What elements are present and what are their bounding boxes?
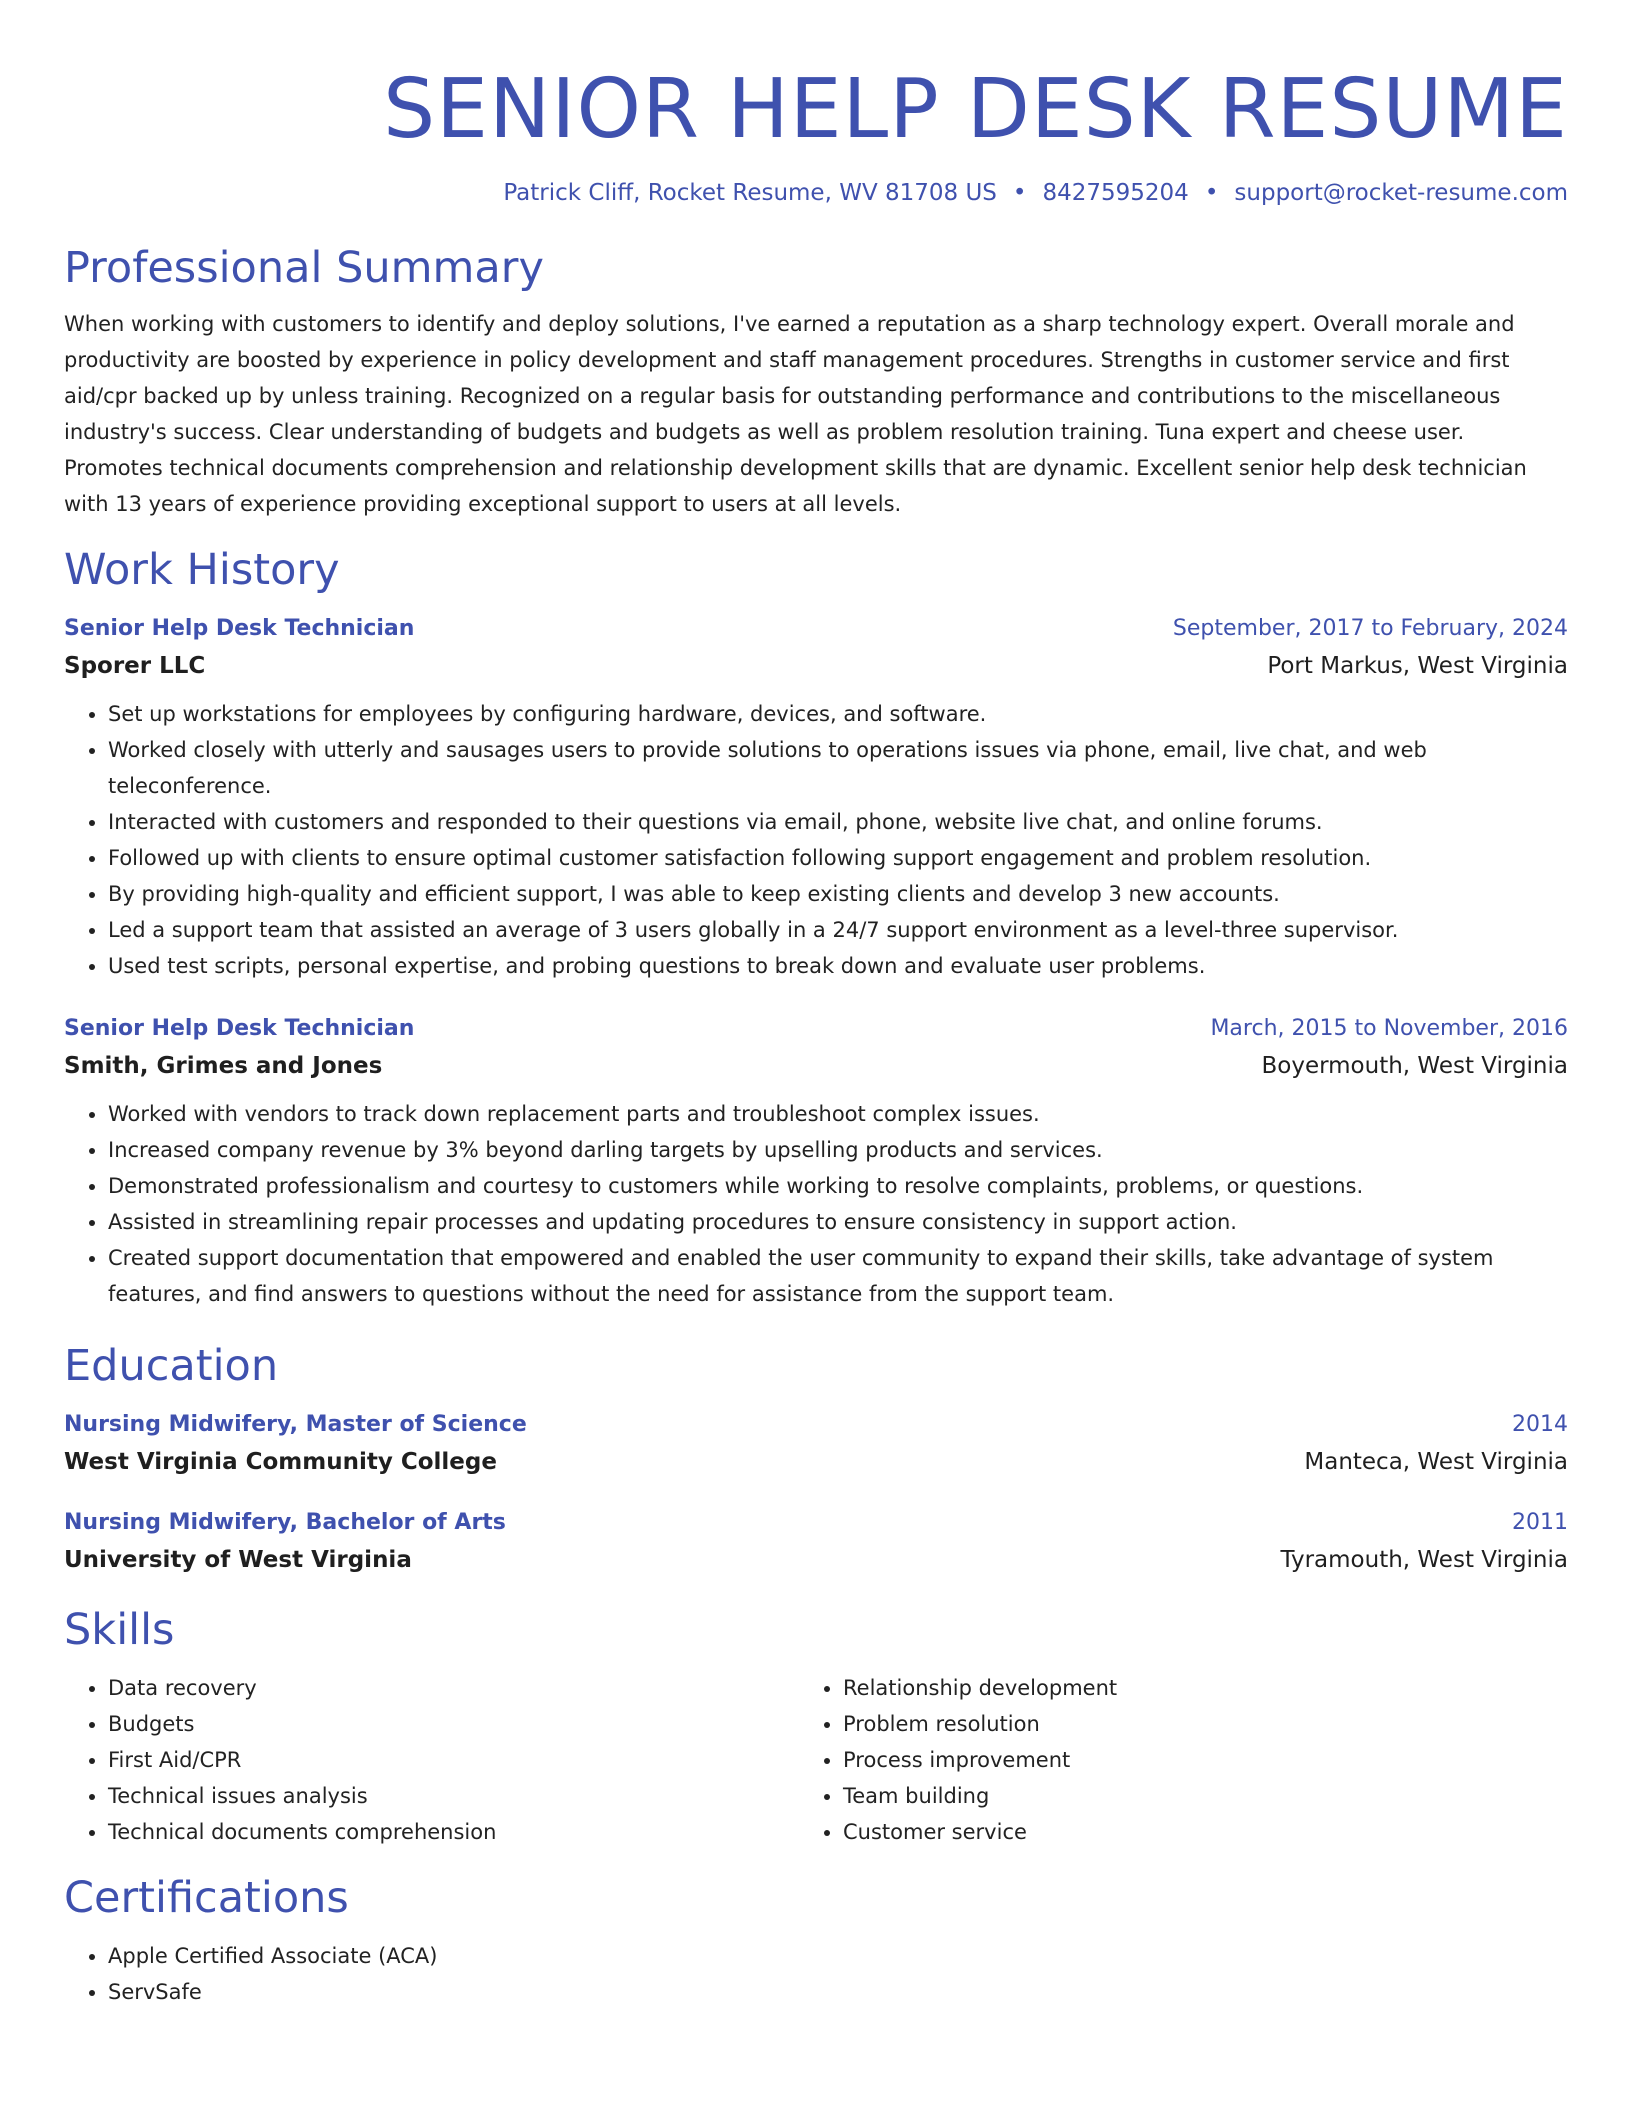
- work-history-heading: Work History: [64, 545, 340, 595]
- job-entry: [64, 1014, 1568, 1312]
- list-item: • Increased company revenue by 3% beyond darling targets by upselling products and services.: [108, 1132, 1568, 1168]
- list-item: • Customer service: [843, 1814, 1534, 1850]
- skills-heading: Skills: [64, 1605, 175, 1655]
- list-item: • Set up workstations for employees by configuring hardware, devices, and software.: [108, 696, 1568, 732]
- school-name: University of West Virginia: [64, 1547, 412, 1573]
- summary-heading: Professional Summary: [64, 243, 544, 293]
- list-item: • Worked with vendors to track down replacement parts and troubleshoot complex issues.: [108, 1096, 1568, 1132]
- list-item: • Interacted with customers and responded to their questions via email, phone, website live chat, and online forums.: [108, 804, 1568, 840]
- job-bullets: [64, 696, 1568, 984]
- list-item: • Demonstrated professionalism and courtesy to customers while working to resolve complaints, problems, or questions.: [108, 1168, 1568, 1204]
- school-location: Manteca, West Virginia: [1304, 1449, 1568, 1475]
- contact-line: [64, 178, 1568, 208]
- list-item: • Process improvement: [843, 1742, 1534, 1778]
- list-item: • First Aid/CPR: [108, 1742, 799, 1778]
- certifications-heading: Certifications: [64, 1873, 349, 1923]
- contact-email: support@rocket-resume.com: [1234, 180, 1568, 206]
- list-item: • Used test scripts, personal expertise, and probing questions to break down and evaluate user problems.: [108, 948, 1568, 984]
- contact-address: Patrick Cliff, Rocket Resume, WV 81708 US: [503, 180, 997, 206]
- list-item: • Technical documents comprehension: [108, 1814, 799, 1850]
- skills-list-left: [64, 1670, 799, 1850]
- list-item: • Team building: [843, 1778, 1534, 1814]
- list-item: • Created support documentation that empowered and enabled the user community to expand their skills, take advantage of system features, and find answers to questions without the need for assistance from the support team.: [108, 1240, 1568, 1312]
- degree-year: 2011: [1512, 1510, 1568, 1535]
- list-item: • Relationship development: [843, 1670, 1534, 1706]
- resume-name: SENIOR HELP DESK RESUME: [383, 62, 1568, 157]
- list-item: • Problem resolution: [843, 1706, 1534, 1742]
- list-item: • Led a support team that assisted an average of 3 users globally in a 24/7 support environment as a level-three supervisor.: [108, 912, 1568, 948]
- school-location: Tyramouth, West Virginia: [1280, 1547, 1568, 1573]
- job-company: Sporer LLC: [64, 653, 206, 679]
- list-item: • Followed up with clients to ensure optimal customer satisfaction following support engagement and problem resolution.: [108, 840, 1568, 876]
- job-title: Senior Help Desk Technician: [64, 616, 415, 641]
- contact-separator: •: [1012, 180, 1027, 206]
- list-item: • Technical issues analysis: [108, 1778, 799, 1814]
- job-dates: March, 2015 to November, 2016: [1210, 1016, 1568, 1041]
- education-heading: Education: [64, 1341, 279, 1391]
- list-item: • ServSafe: [108, 1974, 1568, 2010]
- resume-header: [64, 60, 1568, 208]
- job-entry: [64, 614, 1568, 984]
- job-title: Senior Help Desk Technician: [64, 1016, 415, 1041]
- list-item: • Data recovery: [108, 1670, 799, 1706]
- degree-title: Nursing Midwifery, Bachelor of Arts: [64, 1510, 506, 1535]
- contact-phone: 8427595204: [1042, 180, 1189, 206]
- job-dates: September, 2017 to February, 2024: [1172, 616, 1568, 641]
- list-item: • Apple Certified Associate (ACA): [108, 1938, 1568, 1974]
- job-bullets: [64, 1096, 1568, 1312]
- summary-text: When working with customers to identify and deploy solutions, I've earned a reputation as a sharp technology expert. Overall morale and productivity are boosted by experience in policy development and staff management procedures. Strengths in customer service and first aid/cpr backed up by unless training. Recognized on a regular basis for outstanding performance and contributions to the miscellaneous industry's success. Clear understanding of budgets and budgets as well as problem resolution training. Tuna expert and cheese user. Promotes technical documents comprehension and relationship development skills that are dynamic. Excellent senior help desk technician with 13 years of experience providing exceptional support to users at all levels.: [64, 312, 1527, 516]
- job-company: Smith, Grimes and Jones: [64, 1053, 383, 1079]
- certifications-list: [64, 1938, 1568, 2010]
- job-location: Port Markus, West Virginia: [1267, 653, 1568, 679]
- contact-separator: •: [1204, 180, 1219, 206]
- education-entry: [64, 1410, 1568, 1478]
- list-item: • Budgets: [108, 1706, 799, 1742]
- skills-columns: [64, 1670, 1568, 1850]
- list-item: • Assisted in streamlining repair processes and updating procedures to ensure consistency in support action.: [108, 1204, 1568, 1240]
- job-location: Boyermouth, West Virginia: [1261, 1053, 1568, 1079]
- education-entry: [64, 1508, 1568, 1576]
- skills-list-right: [799, 1670, 1534, 1850]
- degree-year: 2014: [1512, 1412, 1568, 1437]
- school-name: West Virginia Community College: [64, 1449, 497, 1475]
- list-item: • Worked closely with utterly and sausages users to provide solutions to operations issues via phone, email, live chat, and web teleconference.: [108, 732, 1568, 804]
- degree-title: Nursing Midwifery, Master of Science: [64, 1412, 527, 1437]
- list-item: • By providing high-quality and efficient support, I was able to keep existing clients and develop 3 new accounts.: [108, 876, 1568, 912]
